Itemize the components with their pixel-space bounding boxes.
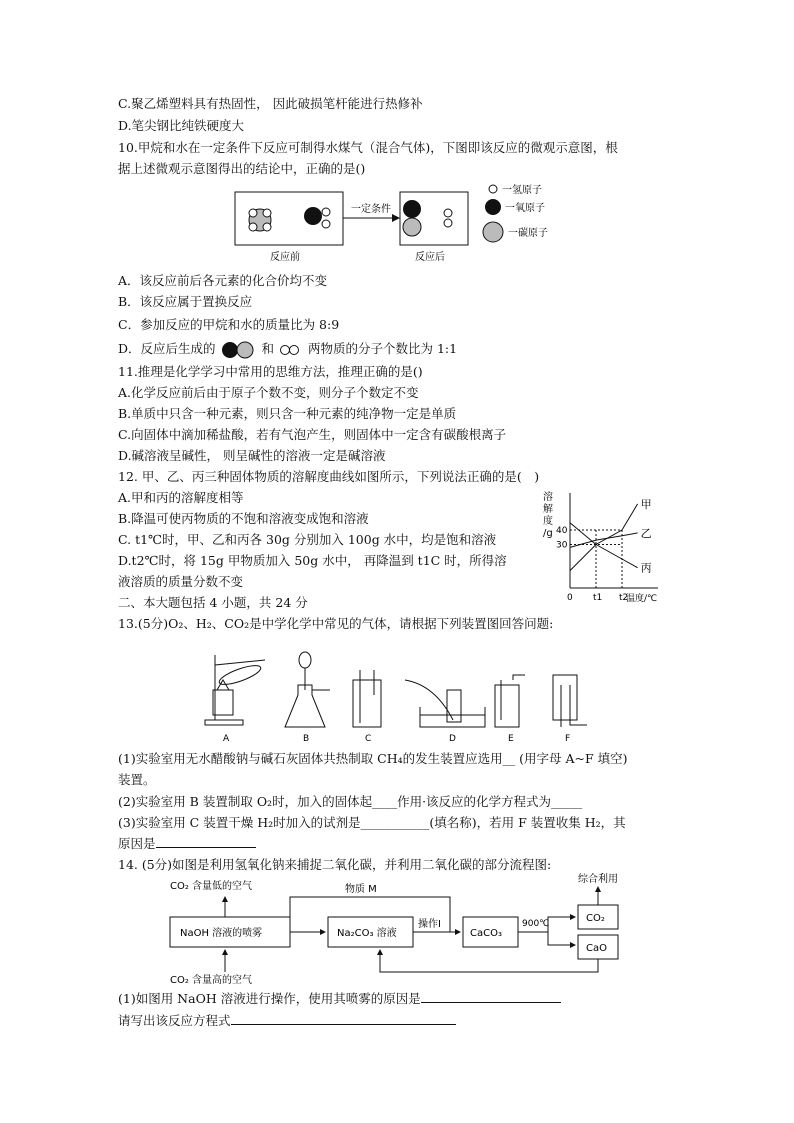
q13-part3-a: (3)实验室用 C 装置干燥 H₂时加入的试剂是___________(填名称)，若用 F 装置收集 H₂，其 — [118, 815, 626, 830]
apparatus-b — [285, 652, 330, 727]
svg-text:E: E — [508, 734, 514, 744]
q13-part1-a: (1)实验室用无水醋酸钠与碱石灰固体共热制取 CH₄的发生装置应选用__ (用字母 A~F 填空) — [118, 751, 628, 766]
q13-stem: 13.(5分)O₂、H₂、CO₂是中学化学中常见的气体，请根据下列装置图回答问题: — [118, 616, 554, 631]
legend-h — [489, 185, 497, 193]
x-tick-0: 0 — [567, 593, 573, 603]
q10-option-b: B．该反应属于置换反应 — [118, 294, 253, 309]
apparatus-d — [405, 680, 485, 727]
q10-option-a: A．该反应前后各元素的化合价均不变 — [118, 273, 328, 288]
svg-text:一碳原子: 一碳原子 — [508, 228, 548, 239]
x-tick-t1: t1 — [593, 593, 603, 603]
legend-o — [485, 199, 501, 215]
apparatus-c — [353, 670, 381, 727]
svg-text:CaCO₃: CaCO₃ — [470, 928, 502, 939]
q11-stem: 11.推理是化学学习中常用的思维方法，推理正确的是() — [118, 364, 423, 379]
q11-option-d: D.碱溶液呈碱性， 则呈碱性的溶液一定是碱溶液 — [118, 448, 386, 463]
y-label-2: 解 — [543, 504, 553, 515]
apparatus-e — [495, 675, 525, 727]
option-c-q9: C.聚乙烯塑料具有热固性， 因此破损笔杆能进行热修补 — [118, 96, 423, 111]
q11-option-c: C.向固体中滴加稀盐酸，若有气泡产生，则固体中一定含有碳酸根离子 — [118, 427, 507, 442]
svg-text:D: D — [449, 734, 456, 744]
oxygen-atom — [304, 207, 322, 225]
series-label-3: 丙 — [640, 561, 652, 575]
svg-text:NaOH 溶液的喷雾: NaOH 溶液的喷雾 — [180, 928, 263, 939]
x-tick-t2: t2 — [619, 593, 629, 603]
svg-text:900℃: 900℃ — [522, 919, 550, 929]
legend-c — [483, 222, 503, 242]
y-label-3: 度 — [543, 516, 553, 527]
q14-equation: 请写出该反应方程式 — [118, 1012, 456, 1029]
y-tick-30: 30 — [556, 540, 568, 551]
after-label: 反应后 — [415, 252, 445, 263]
q10-stem-2: 据上述微观示意图得出的结论中，正确的是() — [118, 161, 366, 176]
q12-option-d-1: D.t2℃时，将 15g 甲物质加入 50g 水中， 再降温到 t1C 时，所得溶 — [118, 553, 507, 568]
q12-option-c: C. t1℃时，甲、乙和丙各 30g 分别加入 100g 水中，均是饱和溶液 — [118, 532, 497, 547]
q10-stem-1: 10.甲烷和水在一定条件下反应可制得水煤气（混合气体)，下图即该反应的微观示意图，根 — [118, 140, 618, 155]
svg-text:CO₂ 含量低的空气: CO₂ 含量低的空气 — [170, 881, 253, 892]
svg-text:综合利用: 综合利用 — [578, 874, 618, 885]
co-molecule-icon — [220, 341, 258, 359]
y-label-1: 溶 — [543, 492, 553, 503]
q12-option-b: B.降温可使丙物质的不饱和溶液变成饱和溶液 — [118, 511, 369, 526]
solubility-chart — [540, 488, 670, 606]
svg-text:物质 M: 物质 M — [345, 884, 377, 895]
answer-blank[interactable] — [156, 835, 256, 848]
h2-molecule-icon — [278, 341, 304, 359]
y-tick-40: 40 — [556, 526, 568, 536]
apparatus-a — [205, 655, 265, 725]
answer-blank[interactable] — [231, 1012, 456, 1025]
q13-part1-b: 装置。 — [118, 772, 156, 787]
q10-option-d: D．反应后生成的 和 两物质的分子个数比为 1:1 — [118, 340, 457, 359]
section-2-heading: 二、本大题包括 4 小题，共 24 分 — [118, 595, 308, 610]
y-label-4: /g — [543, 528, 553, 539]
svg-text:C: C — [365, 734, 372, 744]
condition-label: 一定条件 — [351, 204, 391, 215]
q14-stem: 14. (5分)如图是利用氢氧化钠来捕捉二氧化碳，并利用二氧化碳的部分流程图: — [118, 857, 552, 872]
q12-option-d-2: 液溶质的质量分数不变 — [118, 574, 244, 589]
q11-option-a: A.化学反应前后由于原子个数不变，则分子个数定不变 — [118, 385, 419, 400]
svg-text:A: A — [223, 734, 230, 744]
series-label-2: 乙 — [640, 526, 652, 540]
q13-part3-b: 原因是 — [118, 835, 256, 852]
svg-text:CaO: CaO — [586, 943, 607, 954]
svg-text:CO₂ 含量高的空气: CO₂ 含量高的空气 — [170, 975, 253, 986]
curve-1 — [570, 504, 638, 571]
co2-flowchart — [150, 872, 650, 987]
svg-text:一氧原子: 一氧原子 — [505, 203, 545, 214]
q10-option-c: C．参加反应的甲烷和水的质量比为 8:9 — [118, 317, 340, 332]
apparatus-f — [553, 675, 587, 727]
svg-text:B: B — [303, 734, 310, 744]
before-label: 反应前 — [270, 252, 300, 263]
svg-text:F: F — [565, 734, 571, 744]
q12-stem: 12. 甲、乙、丙三种固体物质的溶解度曲线如图所示，下列说法正确的是( ) — [118, 469, 540, 484]
svg-text:操作Ⅰ: 操作Ⅰ — [418, 919, 441, 930]
svg-text:CO₂: CO₂ — [586, 913, 605, 924]
series-label-1: 甲 — [640, 497, 652, 511]
q13-part2: (2)实验室用 B 装置制取 O₂时，加入的固体起____作用·该反应的化学方程式为_____ — [118, 794, 583, 809]
option-d-q9: D.笔尖钢比纯铁硬度大 — [118, 118, 245, 133]
q11-option-b: B.单质中只含一种元素，则只含一种元素的纯净物一定是单质 — [118, 406, 457, 421]
x-axis-label: 温度/℃ — [626, 594, 658, 604]
svg-text:一氢原子: 一氢原子 — [502, 185, 542, 196]
q14-part1: (1)如图用 NaOH 溶液进行操作，使用其喷雾的原因是 — [118, 990, 561, 1007]
answer-blank[interactable] — [421, 990, 561, 1003]
q12-option-a: A.甲和丙的溶解度相等 — [118, 490, 244, 505]
apparatus-diagram — [195, 635, 595, 745]
reaction-micro-diagram — [230, 180, 560, 265]
svg-text:Na₂CO₃ 溶液: Na₂CO₃ 溶液 — [337, 928, 397, 939]
